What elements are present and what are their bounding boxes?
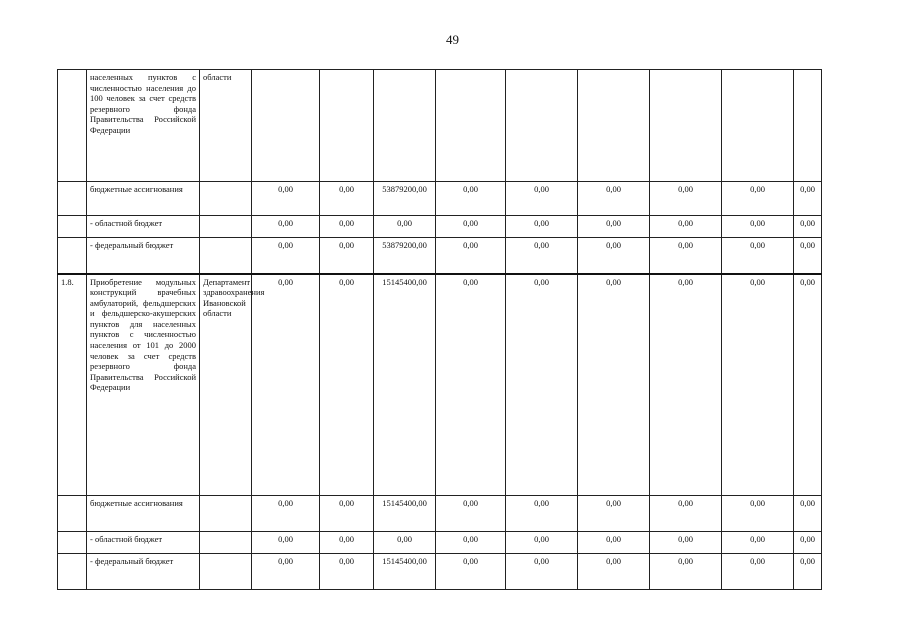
- value-cell: 0,00: [722, 182, 794, 216]
- value-cell: 15145400,00: [374, 274, 436, 496]
- value-cell: 0,00: [722, 238, 794, 274]
- row-description: бюджетные ассигнования: [87, 496, 200, 532]
- table-row: [58, 182, 822, 216]
- row-responsible: Департамент здравоохранения Ивановской области: [200, 274, 252, 496]
- table-row: [58, 554, 822, 590]
- row-index: [58, 182, 87, 216]
- table-row: [58, 70, 822, 182]
- value-cell: 0,00: [374, 532, 436, 554]
- value-cell: 0,00: [436, 216, 506, 238]
- row-index: [58, 532, 87, 554]
- row-index: [58, 496, 87, 532]
- value-cell: 0,00: [506, 496, 578, 532]
- row-description: бюджетные ассигнования: [87, 182, 200, 216]
- value-cell: [722, 70, 794, 182]
- value-cell: 0,00: [650, 274, 722, 496]
- value-cell: [436, 70, 506, 182]
- row-index: [58, 216, 87, 238]
- value-cell: 0,00: [650, 532, 722, 554]
- value-cell: 0,00: [320, 496, 374, 532]
- value-cell: [320, 70, 374, 182]
- row-index: [58, 554, 87, 590]
- row-responsible: [200, 238, 252, 274]
- value-cell: 0,00: [650, 496, 722, 532]
- value-cell: [374, 70, 436, 182]
- value-cell: 0,00: [252, 216, 320, 238]
- value-cell: 0,00: [578, 554, 650, 590]
- value-cell: 0,00: [578, 496, 650, 532]
- row-description: - федеральный бюджет: [87, 554, 200, 590]
- value-cell: 0,00: [578, 274, 650, 496]
- table-row: [58, 532, 822, 554]
- row-description: - федеральный бюджет: [87, 238, 200, 274]
- value-cell: 0,00: [320, 216, 374, 238]
- row-description: населенных пунктов с численностью населения до 100 человек за счет средств резервного фонда Правительства Российской Федерации: [87, 70, 200, 182]
- value-cell: 0,00: [436, 496, 506, 532]
- value-cell: 0,00: [794, 238, 822, 274]
- value-cell: 0,00: [578, 216, 650, 238]
- value-cell: 0,00: [650, 238, 722, 274]
- value-cell: 0,00: [506, 554, 578, 590]
- value-cell: 0,00: [650, 554, 722, 590]
- value-cell: 0,00: [506, 216, 578, 238]
- value-cell: [794, 70, 822, 182]
- row-description: - областной бюджет: [87, 216, 200, 238]
- value-cell: 0,00: [320, 554, 374, 590]
- value-cell: 0,00: [794, 216, 822, 238]
- value-cell: 0,00: [436, 554, 506, 590]
- value-cell: 0,00: [436, 182, 506, 216]
- value-cell: 0,00: [506, 532, 578, 554]
- value-cell: 0,00: [320, 274, 374, 496]
- row-responsible: [200, 496, 252, 532]
- value-cell: 15145400,00: [374, 496, 436, 532]
- value-cell: 0,00: [506, 238, 578, 274]
- value-cell: [578, 70, 650, 182]
- value-cell: 0,00: [722, 496, 794, 532]
- value-cell: 0,00: [436, 238, 506, 274]
- value-cell: 0,00: [252, 238, 320, 274]
- value-cell: 53879200,00: [374, 182, 436, 216]
- row-responsible: [200, 182, 252, 216]
- row-index: [58, 70, 87, 182]
- value-cell: 53879200,00: [374, 238, 436, 274]
- value-cell: 0,00: [794, 496, 822, 532]
- value-cell: 15145400,00: [374, 554, 436, 590]
- value-cell: 0,00: [252, 496, 320, 532]
- page-number: 49: [446, 32, 459, 47]
- value-cell: 0,00: [794, 532, 822, 554]
- row-index: [58, 238, 87, 274]
- table-row: [58, 274, 822, 496]
- table-row: [58, 216, 822, 238]
- value-cell: 0,00: [506, 274, 578, 496]
- table-row: [58, 238, 822, 274]
- value-cell: [506, 70, 578, 182]
- value-cell: 0,00: [794, 554, 822, 590]
- value-cell: 0,00: [722, 216, 794, 238]
- value-cell: 0,00: [252, 274, 320, 496]
- value-cell: 0,00: [650, 216, 722, 238]
- value-cell: 0,00: [252, 554, 320, 590]
- value-cell: 0,00: [722, 554, 794, 590]
- value-cell: 0,00: [252, 532, 320, 554]
- value-cell: 0,00: [320, 182, 374, 216]
- row-responsible: [200, 554, 252, 590]
- row-description: - областной бюджет: [87, 532, 200, 554]
- value-cell: 0,00: [578, 182, 650, 216]
- value-cell: 0,00: [252, 182, 320, 216]
- value-cell: 0,00: [578, 532, 650, 554]
- value-cell: 0,00: [436, 532, 506, 554]
- value-cell: 0,00: [506, 182, 578, 216]
- value-cell: [650, 70, 722, 182]
- table-row: [58, 496, 822, 532]
- value-cell: 0,00: [794, 182, 822, 216]
- value-cell: 0,00: [374, 216, 436, 238]
- value-cell: 0,00: [578, 238, 650, 274]
- value-cell: 0,00: [320, 238, 374, 274]
- value-cell: 0,00: [320, 532, 374, 554]
- value-cell: 0,00: [436, 274, 506, 496]
- value-cell: 0,00: [794, 274, 822, 496]
- value-cell: 0,00: [650, 182, 722, 216]
- row-description: Приобретение модульных конструкций врачебных амбулаторий, фельдшерских и фельдшерско-акушерских пунктов для населенных пунктов с численностью населения от 101 до 2000 человек за счет средств резервного фонда Правительства Российской Федерации: [87, 274, 200, 496]
- value-cell: 0,00: [722, 532, 794, 554]
- row-responsible: [200, 532, 252, 554]
- budget-table: [57, 69, 822, 590]
- row-responsible: области: [200, 70, 252, 182]
- row-index: 1.8.: [58, 274, 87, 496]
- value-cell: [252, 70, 320, 182]
- value-cell: 0,00: [722, 274, 794, 496]
- row-responsible: [200, 216, 252, 238]
